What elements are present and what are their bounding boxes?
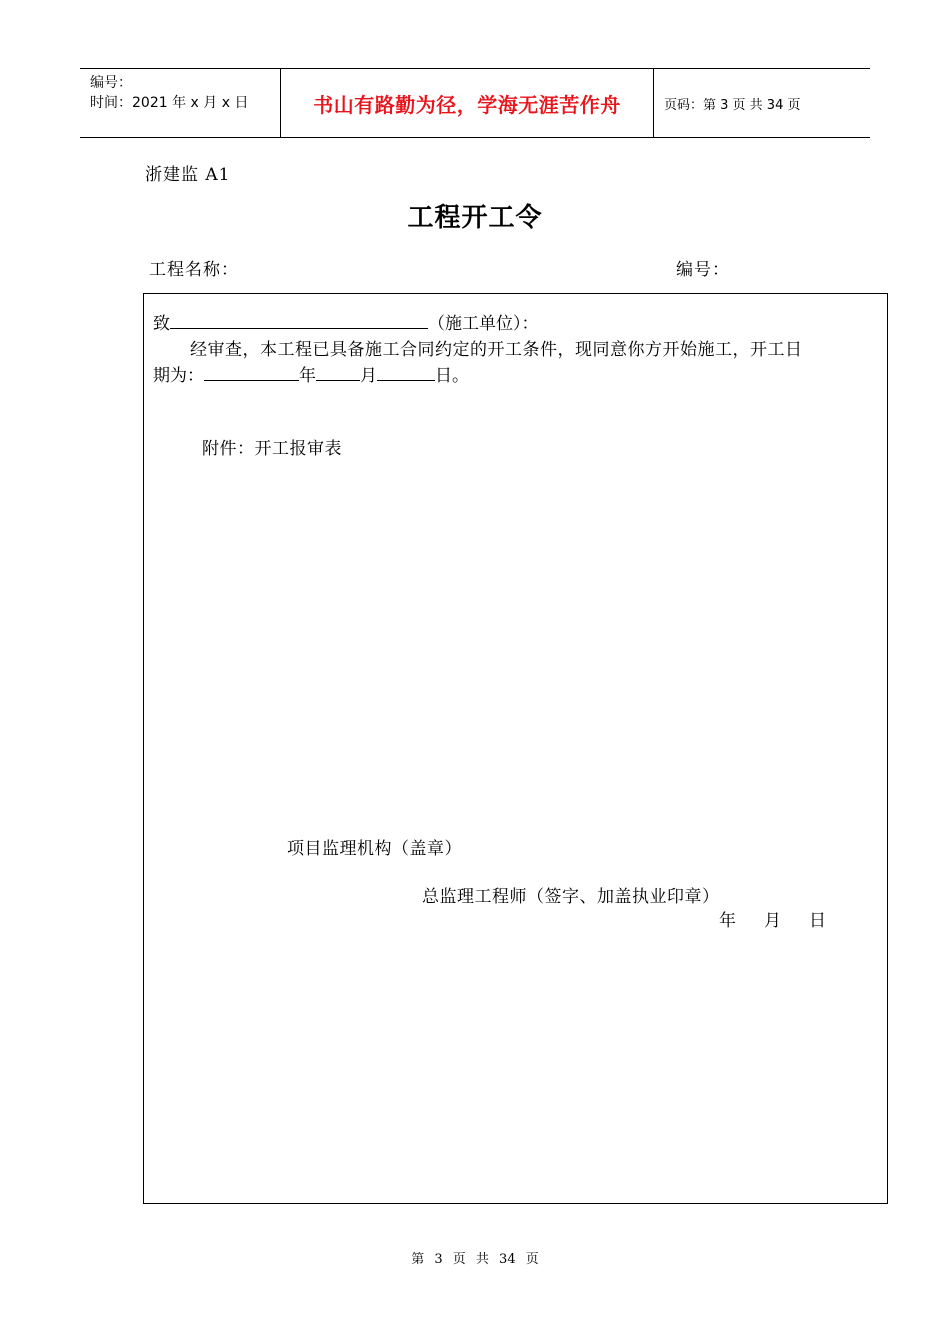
header-motto-cell (281, 69, 654, 137)
month-char: 月 (360, 366, 377, 386)
header-page-label: 页码：第 3 页 共 34 页 (664, 97, 801, 113)
form-code: 浙建监 A1 (145, 165, 231, 185)
order-content-box (143, 293, 888, 1204)
day-char: 日。 (435, 366, 469, 386)
page-header (80, 68, 870, 138)
chief-engineer-signature: 总监理工程师（签字、加盖执业印章） (422, 887, 720, 907)
signature-date (719, 906, 854, 931)
header-page-cell (654, 69, 870, 137)
start-date-prefix: 期为： (153, 366, 204, 386)
project-name-label: 工程名称： (149, 260, 239, 280)
body-text-line-1: 经审查，本工程已具备施工合同约定的开工条件，现同意你方开始施工，开工日 (190, 340, 803, 360)
year-blank (204, 363, 299, 381)
month-blank (316, 363, 360, 381)
project-number-label: 编号： (676, 260, 730, 280)
year-char: 年 (299, 366, 316, 386)
header-time-label: 时间：2021 年 x 月 x 日 (90, 95, 249, 111)
page-footer: 第 3 页 共 34 页 (411, 1252, 539, 1267)
attachment-note: 附件：开工报审表 (202, 439, 342, 459)
sign-date-day: 日 (809, 911, 826, 931)
supervision-org-stamp: 项目监理机构（盖章） (287, 839, 462, 859)
sign-date-month: 月 (764, 911, 781, 931)
header-number-label: 编号： (90, 75, 132, 91)
recipient-suffix: （施工单位）： (428, 314, 539, 334)
recipient-line (153, 309, 539, 334)
day-blank (377, 363, 435, 381)
recipient-blank (170, 311, 428, 329)
start-date-line (153, 361, 469, 386)
header-motto: 书山有路勤为径，学海无涯苦作舟 (313, 92, 621, 117)
recipient-prefix: 致 (153, 314, 170, 334)
header-meta-cell (80, 69, 281, 137)
document-title: 工程开工令 (407, 203, 543, 233)
sign-date-year: 年 (719, 911, 736, 931)
